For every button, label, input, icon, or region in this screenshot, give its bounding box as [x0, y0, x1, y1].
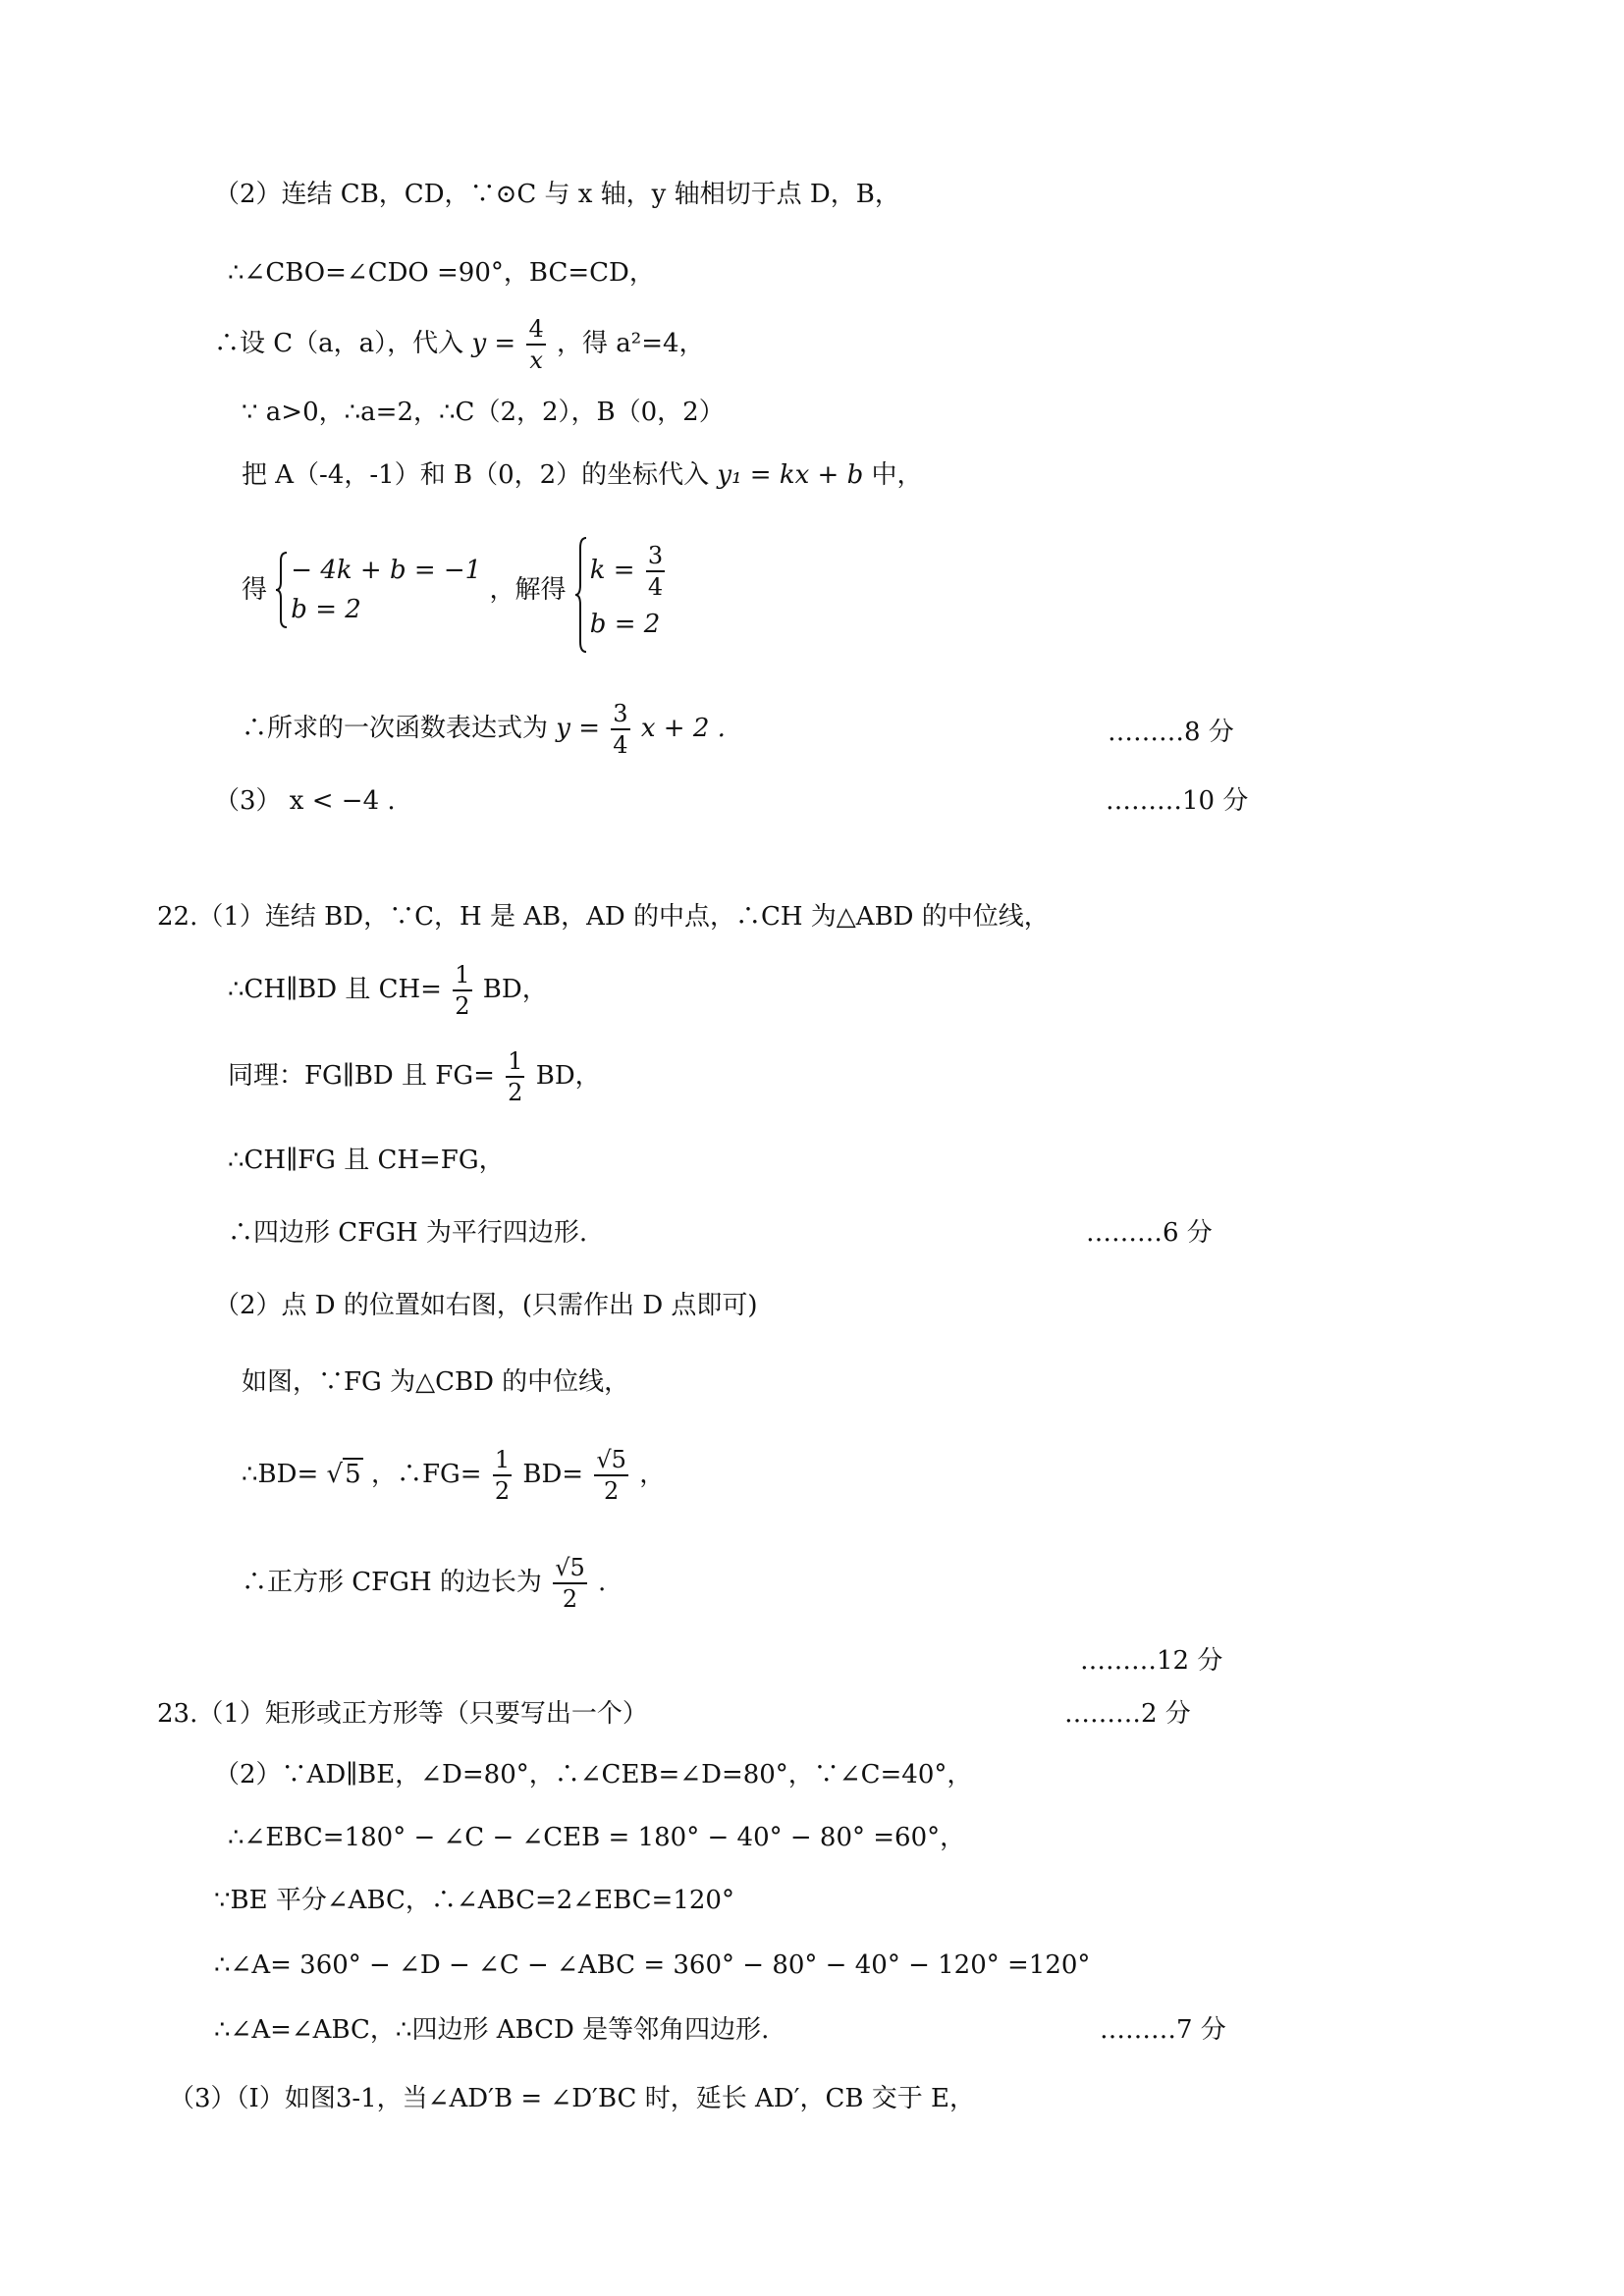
fraction-numerator: 1 [453, 960, 471, 991]
p22-line-3 [228, 1046, 601, 1107]
p21-line-8: （3） x < −4 . [214, 786, 396, 816]
p22-line-5: ∴四边形 CFGH 为平行四边形. [228, 1218, 588, 1248]
p21-line-3-text-a: ∴设 C（a，a），代入 [214, 329, 464, 358]
fraction-sqrt5-over-2 [553, 1553, 587, 1614]
p22-line-4: ∴CH∥FG 且 CH=FG， [228, 1146, 505, 1175]
p22-line-2-text-a: ∴CH∥BD 且 CH= [228, 975, 442, 1004]
p23-line-6: ∴∠A=∠ABC，∴四边形 ABCD 是等邻角四边形. [214, 2015, 770, 2045]
score-8: ………8 分 [1108, 718, 1234, 747]
p22-line-9-text-b: . [598, 1568, 607, 1597]
fraction-numerator: 1 [493, 1445, 512, 1476]
score-12: ………12 分 [1080, 1646, 1223, 1676]
fraction-1-over-2 [506, 1046, 524, 1107]
p21-line-3-text-b: ，得 a²=4， [557, 329, 705, 358]
p21-line-5 [242, 457, 923, 493]
fraction-denominator: 4 [647, 573, 664, 601]
fraction-numerator: 4 [526, 314, 545, 346]
fraction-denominator: 2 [562, 1585, 578, 1613]
system-2-k: k = [589, 556, 635, 585]
p22-line-8-text-b: ，∴FG= [370, 1460, 482, 1489]
sqrt-symbol-icon: √ [596, 1446, 612, 1473]
fraction-numerator [594, 1445, 628, 1476]
score-6: ………6 分 [1086, 1218, 1213, 1248]
p21-line-1: （2）连结 CB，CD，∵⊙C 与 x 轴，y 轴相切于点 D，B， [214, 180, 900, 209]
p21-line-7 [242, 699, 726, 760]
fraction-sqrt5-over-2 [594, 1445, 628, 1506]
p22-line-1: 22.（1）连结 BD，∵C，H 是 AB，AD 的中点，∴CH 为△ABD 的中位线， [157, 902, 1050, 932]
p22-line-9-text-a: ∴正方形 CFGH 的边长为 [242, 1568, 542, 1597]
fraction-3-over-4 [611, 699, 629, 760]
sqrt-radicand: 5 [569, 1554, 585, 1581]
equation-system-2 [574, 536, 668, 644]
sqrt-5 [327, 1457, 363, 1492]
fraction-denominator: 2 [494, 1477, 511, 1505]
fraction-denominator: 2 [604, 1477, 620, 1505]
left-brace-icon [275, 551, 289, 629]
p21-line-3 [214, 314, 705, 375]
p21-line-7-text-b: x + 2 . [640, 714, 726, 743]
p22-line-6: （2）点 D 的位置如右图，(只需作出 D 点即可) [214, 1291, 758, 1320]
fraction-3-over-4 [646, 541, 665, 602]
p23-line-4: ∵BE 平分∠ABC，∴∠ABC=2∠EBC=120° [214, 1886, 734, 1915]
p21-line-6-text-b: ，解得 [489, 575, 567, 605]
p22-line-8-text-c: BD= [522, 1460, 584, 1489]
p22-line-8 [242, 1445, 665, 1506]
system-1-row-2: b = 2 [291, 595, 361, 624]
score-7: ………7 分 [1100, 2015, 1226, 2045]
p21-line-6-text-a: 得 [242, 575, 268, 605]
sqrt-symbol-icon: √ [326, 1460, 344, 1489]
p22-line-8-text-a: ∴BD= [242, 1460, 319, 1489]
score-2: ………2 分 [1064, 1699, 1191, 1729]
p21-line-7-text-a: ∴所求的一次函数表达式为 [242, 714, 549, 743]
left-brace-icon [574, 536, 588, 654]
p23-line-1: 23.（1）矩形或正方形等（只要写出一个） [157, 1699, 648, 1729]
p21-line-5-text-b: 中， [871, 460, 923, 490]
p23-line-7: （3）（Ⅰ）如图3-1，当∠AD′B = ∠D′BC 时，延长 AD′，CB 交于 E， [169, 2084, 975, 2113]
equation-system-1 [275, 551, 481, 629]
p21-line-4: ∵ a>0，∴a=2，∴C（2，2），B（0，2） [242, 398, 725, 427]
p22-line-8-text-e: ， [639, 1460, 666, 1489]
p21-line-3-y: y = [471, 329, 516, 358]
fraction-numerator: 3 [646, 541, 665, 572]
sqrt-radicand: 5 [611, 1446, 626, 1473]
fraction-denominator: x [529, 347, 543, 374]
sqrt-symbol-icon: √ [555, 1554, 570, 1581]
fraction-numerator: 1 [506, 1046, 524, 1078]
p22-line-3-text-a: 同理：FG∥BD 且 FG= [228, 1061, 495, 1091]
fraction-4-over-x [526, 314, 545, 375]
p23-line-3: ∴∠EBC=180° − ∠C − ∠CEB = 180° − 40° − 80° =60°， [228, 1823, 966, 1852]
score-10: ………10 分 [1106, 786, 1249, 816]
fraction-denominator: 4 [613, 731, 628, 759]
p22-line-7: 如图，∵FG 为△CBD 的中位线， [242, 1367, 630, 1397]
p21-line-6 [242, 536, 668, 644]
fraction-numerator: 3 [611, 699, 629, 730]
p21-line-7-y: y = [556, 714, 601, 743]
system-2-row-2: b = 2 [589, 610, 661, 639]
system-2-row-1 [590, 536, 668, 605]
fraction-numerator [553, 1553, 587, 1584]
p22-line-3-text-b: BD， [535, 1061, 601, 1091]
sqrt-radicand: 5 [345, 1460, 361, 1489]
fraction-1-over-2 [493, 1445, 512, 1506]
p21-line-5-eq: y₁ = kx + b [717, 460, 864, 490]
p21-line-5-text-a: 把 A（-4，-1）和 B（0，2）的坐标代入 [242, 460, 710, 490]
fraction-denominator: 2 [508, 1079, 523, 1106]
p23-line-2: （2）∵AD∥BE，∠D=80°，∴∠CEB=∠D=80°，∵∠C=40°， [214, 1760, 973, 1789]
p22-line-2 [228, 960, 548, 1021]
p21-line-2: ∴∠CBO=∠CDO =90°，BC=CD， [228, 258, 655, 288]
p22-line-9 [242, 1553, 606, 1614]
system-1-row-1: − 4k + b = −1 [291, 556, 482, 585]
fraction-denominator: 2 [455, 992, 470, 1020]
p22-line-2-text-b: BD， [482, 975, 548, 1004]
fraction-1-over-2 [453, 960, 471, 1021]
p23-line-5: ∴∠A= 360° − ∠D − ∠C − ∠ABC = 360° − 80° − 40° − 120° =120° [214, 1950, 1091, 1980]
